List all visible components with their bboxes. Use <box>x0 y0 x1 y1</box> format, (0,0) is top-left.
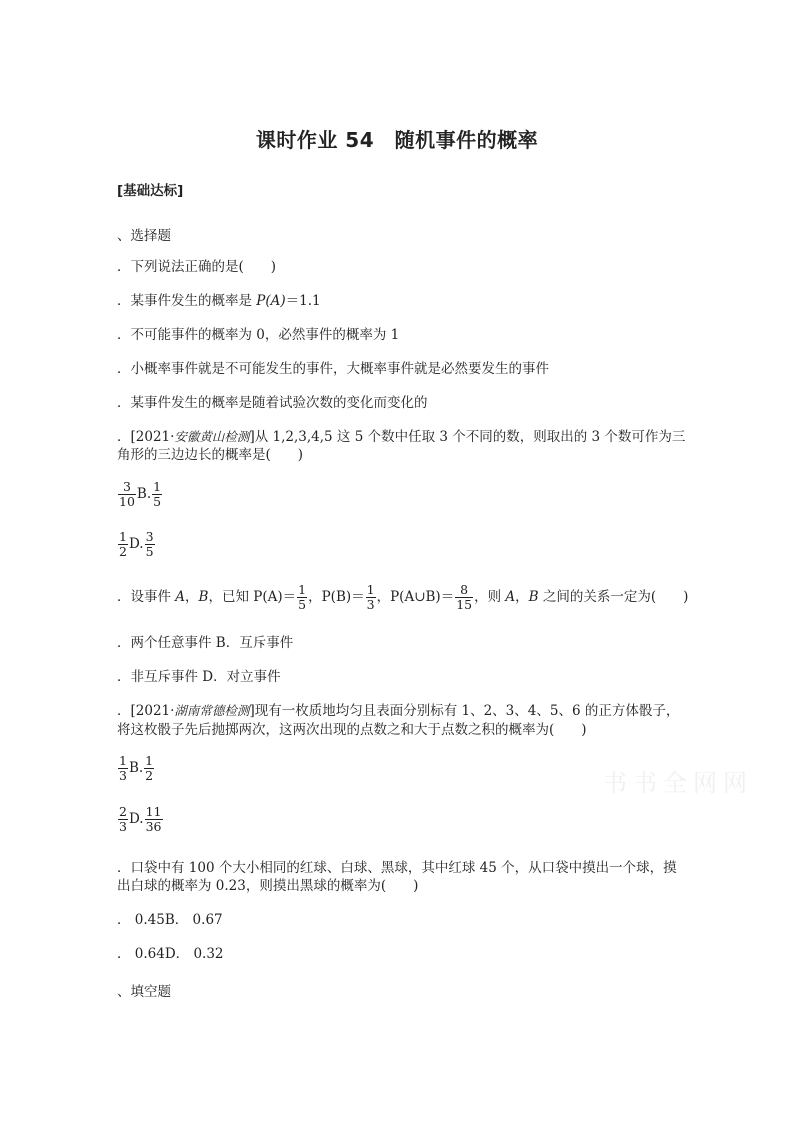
part-choice-heading: 、选择题 <box>117 228 171 244</box>
q2-option-d-label: D. <box>128 536 144 552</box>
q5-options-cd: ． 0.64D． 0.32 <box>117 946 224 962</box>
q2-options-ab <box>117 480 163 509</box>
q1-option-d: ．某事件发生的概率是随着试验次数的变化而变化的 <box>117 395 428 411</box>
q2-source: 安徽黄山检测 <box>174 429 250 444</box>
part-fill-heading: 、填空题 <box>117 984 171 1000</box>
q3-sep: ， <box>308 589 322 605</box>
q3-known: ，已知 <box>208 589 254 605</box>
q2-prefix: ．[2021· <box>117 429 175 445</box>
q4-option-b-label: B. <box>128 760 144 776</box>
q1-option-c: ．小概率事件就是不可能发生的事件，大概率事件就是必然要发生的事件 <box>117 361 549 377</box>
q3-stem <box>117 583 688 612</box>
page-title: 课时作业 54 随机事件的概率 <box>255 128 539 152</box>
q3-sep: ， <box>376 589 391 605</box>
q1-option-a-value: ＝1.1 <box>285 293 321 309</box>
q4-stem <box>117 701 679 721</box>
q3-pa: P(A) <box>253 589 283 605</box>
q4-option-d-label: D. <box>128 811 144 827</box>
watermark-text: 书书全网网 <box>603 769 753 797</box>
q4-prefix: ．[2021· <box>117 703 175 719</box>
q3-event-a: A <box>175 589 186 605</box>
q3-then-b: B <box>528 589 539 605</box>
q4-source: 湖南常德检测 <box>174 703 250 718</box>
q1-option-a-expr: P(A) <box>256 293 286 309</box>
q3-eq3: ＝ <box>440 589 455 605</box>
q2-option-b-label: B. <box>136 486 152 502</box>
q3-then: ，则 <box>474 589 506 605</box>
q3-pa-fraction: $\frac{1}{5}$ <box>298 582 307 612</box>
q2-option-b-fraction: $\frac{1}{5}$ <box>153 479 162 509</box>
q2-option-a-fraction: $\frac{3}{10}$ <box>119 479 135 509</box>
q3-event-b: B <box>198 589 209 605</box>
q3-then-a: A <box>505 589 516 605</box>
q4-options-cd <box>117 805 164 834</box>
q2-stem-rest: ]从 1,2,3,4,5 这 5 个数中任取 3 个不同的数，则取出的 3 个数可作为三 <box>249 429 686 445</box>
q1-stem: ．下列说法正确的是( ) <box>117 259 277 275</box>
q4-option-b-fraction: $\frac{1}{2}$ <box>145 753 154 783</box>
q2-stem <box>117 427 685 447</box>
q5-options-ab: ． 0.45B． 0.67 <box>117 912 223 928</box>
q4-stem-rest: ]现有一枚质地均匀且表面分别标有 1、2、3、4、5、6 的正方体骰子， <box>249 703 680 719</box>
q3-eq1: ＝ <box>282 589 297 605</box>
q3-eq2: ＝ <box>351 589 365 605</box>
q4-option-a-fraction: $\frac{1}{3}$ <box>119 753 127 783</box>
q3-pb: P(B) <box>321 589 352 605</box>
q4-option-c-fraction: $\frac{2}{3}$ <box>119 804 127 834</box>
q1-option-a <box>117 291 321 311</box>
q2-options-cd <box>117 530 156 559</box>
q4-stem-line2: 将这枚骰子先后抛掷两次，这两次出现的点数之和大于点数之积的概率为( ) <box>117 722 587 738</box>
q4-option-d-fraction: $\frac{11}{36}$ <box>145 804 162 834</box>
q3-options-ab: ．两个任意事件 B．互斥事件 <box>117 635 294 651</box>
q3-options-cd: ．非互斥事件 D．对立事件 <box>117 669 281 685</box>
q3-pb-fraction: $\frac{1}{3}$ <box>366 582 375 612</box>
q4-options-ab <box>117 754 155 783</box>
q5-stem-line2: 出白球的概率为 0.23，则摸出黑球的概率为( ) <box>117 878 419 894</box>
q2-option-c-fraction: $\frac{1}{2}$ <box>119 529 127 559</box>
q3-sep: ， <box>515 589 529 605</box>
q3-stem-start: ．设事件 <box>117 589 176 605</box>
q3-pab: P(A∪B) <box>390 589 441 605</box>
q3-sep: ， <box>185 589 199 605</box>
q1-option-b: ．不可能事件的概率为 0，必然事件的概率为 1 <box>117 327 400 343</box>
q2-stem-line2: 角形的三边边长的概率是( ) <box>117 447 304 463</box>
q2-option-d-fraction: $\frac{3}{5}$ <box>145 529 154 559</box>
q3-pab-fraction: $\frac{8}{15}$ <box>456 582 473 612</box>
section-basic-heading: [基础达标] <box>117 183 184 199</box>
q1-option-a-text: ．某事件发生的概率是 <box>117 293 257 309</box>
q5-stem: ．口袋中有 100 个大小相同的红球、白球、黑球，其中红球 45 个，从口袋中摸出一个球，摸 <box>117 860 677 876</box>
q3-stem-end: 之间的关系一定为( ) <box>538 589 689 605</box>
